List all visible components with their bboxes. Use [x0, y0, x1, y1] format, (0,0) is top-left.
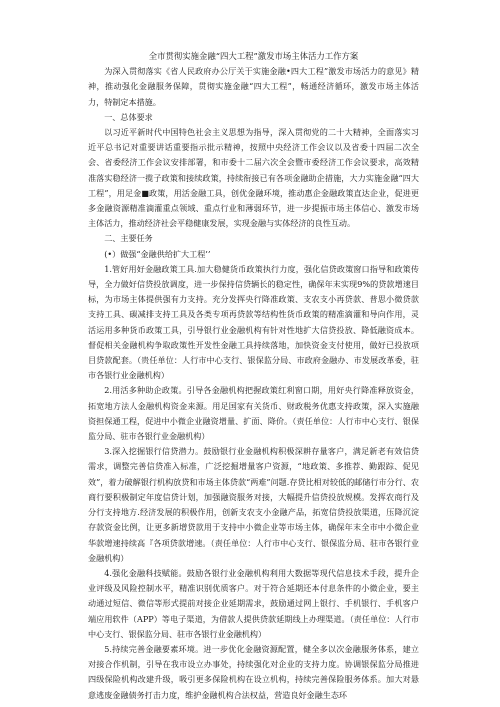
document-page	[88, 49, 419, 703]
subsection-heading-supply: (•）做强“金融供给扩大工程’’	[104, 248, 211, 259]
task-item-5: 5.持续完善金融要素环境。进一步优化金融资源配置，健全多以次金融服务体系，建立对接合作机制，引导在我市设立办事处，持续强化对企业的支持力度。协调银保监分局推进四级保险机构改建升级，吸引更多保险机构在设立机构，持续完善保险服务体系。加大对悬意逃废金融债务打击力度，维护金融机构合法权益，营造良好金融生态环	[88, 643, 419, 700]
task-item-4: 4.强化金融科技赋能。鼓励各银行业金融机构利用大数据等现代信息技术手段，提升企业评级及风险控制水平，精准识别优质客户。对于符合延期还本付息条件的小微企业，要主动通过短信、微信等形式提前对接企业延期需求，鼓励通过网上银行、手机银行、手机客户端应用软件（APP）等电子渠道，为借款人提供贷款延期线上办理渠道。（责任单位：人行市中心支行、银保监分局、驻市各银行业金融机构）	[88, 567, 419, 639]
task-item-1: 1.管好用好金融政策工具.加大稳健货币政策执行力度，强化信贷政策窗口指导和政策传导，全力做好信贷投放调度，进一步保持信贷辆长的稳定性，确保年末实现9%的贷款增速目标，为市场主体提供强有力支持。充分发挥央行降准政策、支农支小再贷款、普思小微贷款支持工具、碳减排支持工具及各类专项再贷款等结构性货币政策的精准滴灌和导向作用，灵活运用多种货币政策工具，引导银行业金融机构有针对性地扩大信贷投放、降低融资成本。督促相关金融机构争取政策性开发性金融工具持续落地，加快资金支付使用，做好已投放项目贷款配套。（贵任单位：人行市中心支行、银保监分局、市政府金融办、市发展改革委，驻市各银行业金融机构）	[88, 263, 419, 381]
section-heading-general: 一、总体要求	[104, 111, 153, 122]
section-body-general: 以习近平新时代中国特色社会主义思想为指导，深入贯彻党的二十大精神，全面落实习近平总书记对重要讲话重要指示批示精神，按照中央经济工作会议以及省委十四届二次全会、省委经济工作会议安排部署，和市委十二届六次全会暨市委经济工作会议要求，高效精准落实稳经济一揽子政策和接续政策，持续衔接已有各项金融助企措施，大力实施金融“四大工程”，用足金■政策，用活金融工具，创优金融环境，推动惠企金融政策直达企业，促进更多金融资源精准滴灌重点领域、重点行业和薄弱环节，进一步提振市场主体信心、激发市场主体活力，推动经济社会平稳健康发展，实现金融与实体经济的良性互动。	[88, 127, 419, 229]
intro-paragraph: 为深入贯彻落实《省人民政府办公厅关于实施金融•四大工程”激发市场活力的意见》精神，推动强化金融服务保障，贯彻实施金融“四大工程”，畅通经济循环，激发市场主体活力，特制定本措施。	[88, 66, 419, 107]
document-title: 全市贯彻实施金融“四大工程”激发市场主体活力工作方案	[148, 51, 359, 61]
task-item-2: 2.用活多种助企政策。引导各金融机构把握政策红利窗口期，用好央行降准释放资金，拓宽地方法人金融机构资金来源。用足国家有关货币、财政税务优惠支持政策，深入实施融资担保通工程，促进中小微企业融资增量、扩面、降价。（责任单位：人行市中心支行、银保监分局、驻市各银行业金融机构）	[88, 385, 419, 442]
task-item-3: 3.深入挖掘银行信贷潜力。鼓励银行业金融机构积极深耕存量客户，满足新老有效信贷需求，调整完善信贷准入标准，广泛挖掘增量客户资源，“地政策、多推荐、勤跟踪、促见效”，着力破解银行机构放贷和市场主体贷款“两难”问题.存贷比相对较低的邮储行市分行、农商行要积极制定年度信贷计划，加强融资服务对接，大幅提升信贷投放规模。发挥农商行及分行支持地方.经济发展的积极作用，创新支农支小金融产品，拓宽信贷投放渠道，压降沉淀存款资金比例，让更多新增贷款用于支持中小微企业等市场主体，确保年末全市中小微企业华款增速持续高『各项贷款增速。（责任单位：人行市中心支行、银保监分局、驻市各银行业金融机构）	[88, 446, 419, 563]
section-heading-tasks: 二、主要任务	[104, 233, 153, 244]
